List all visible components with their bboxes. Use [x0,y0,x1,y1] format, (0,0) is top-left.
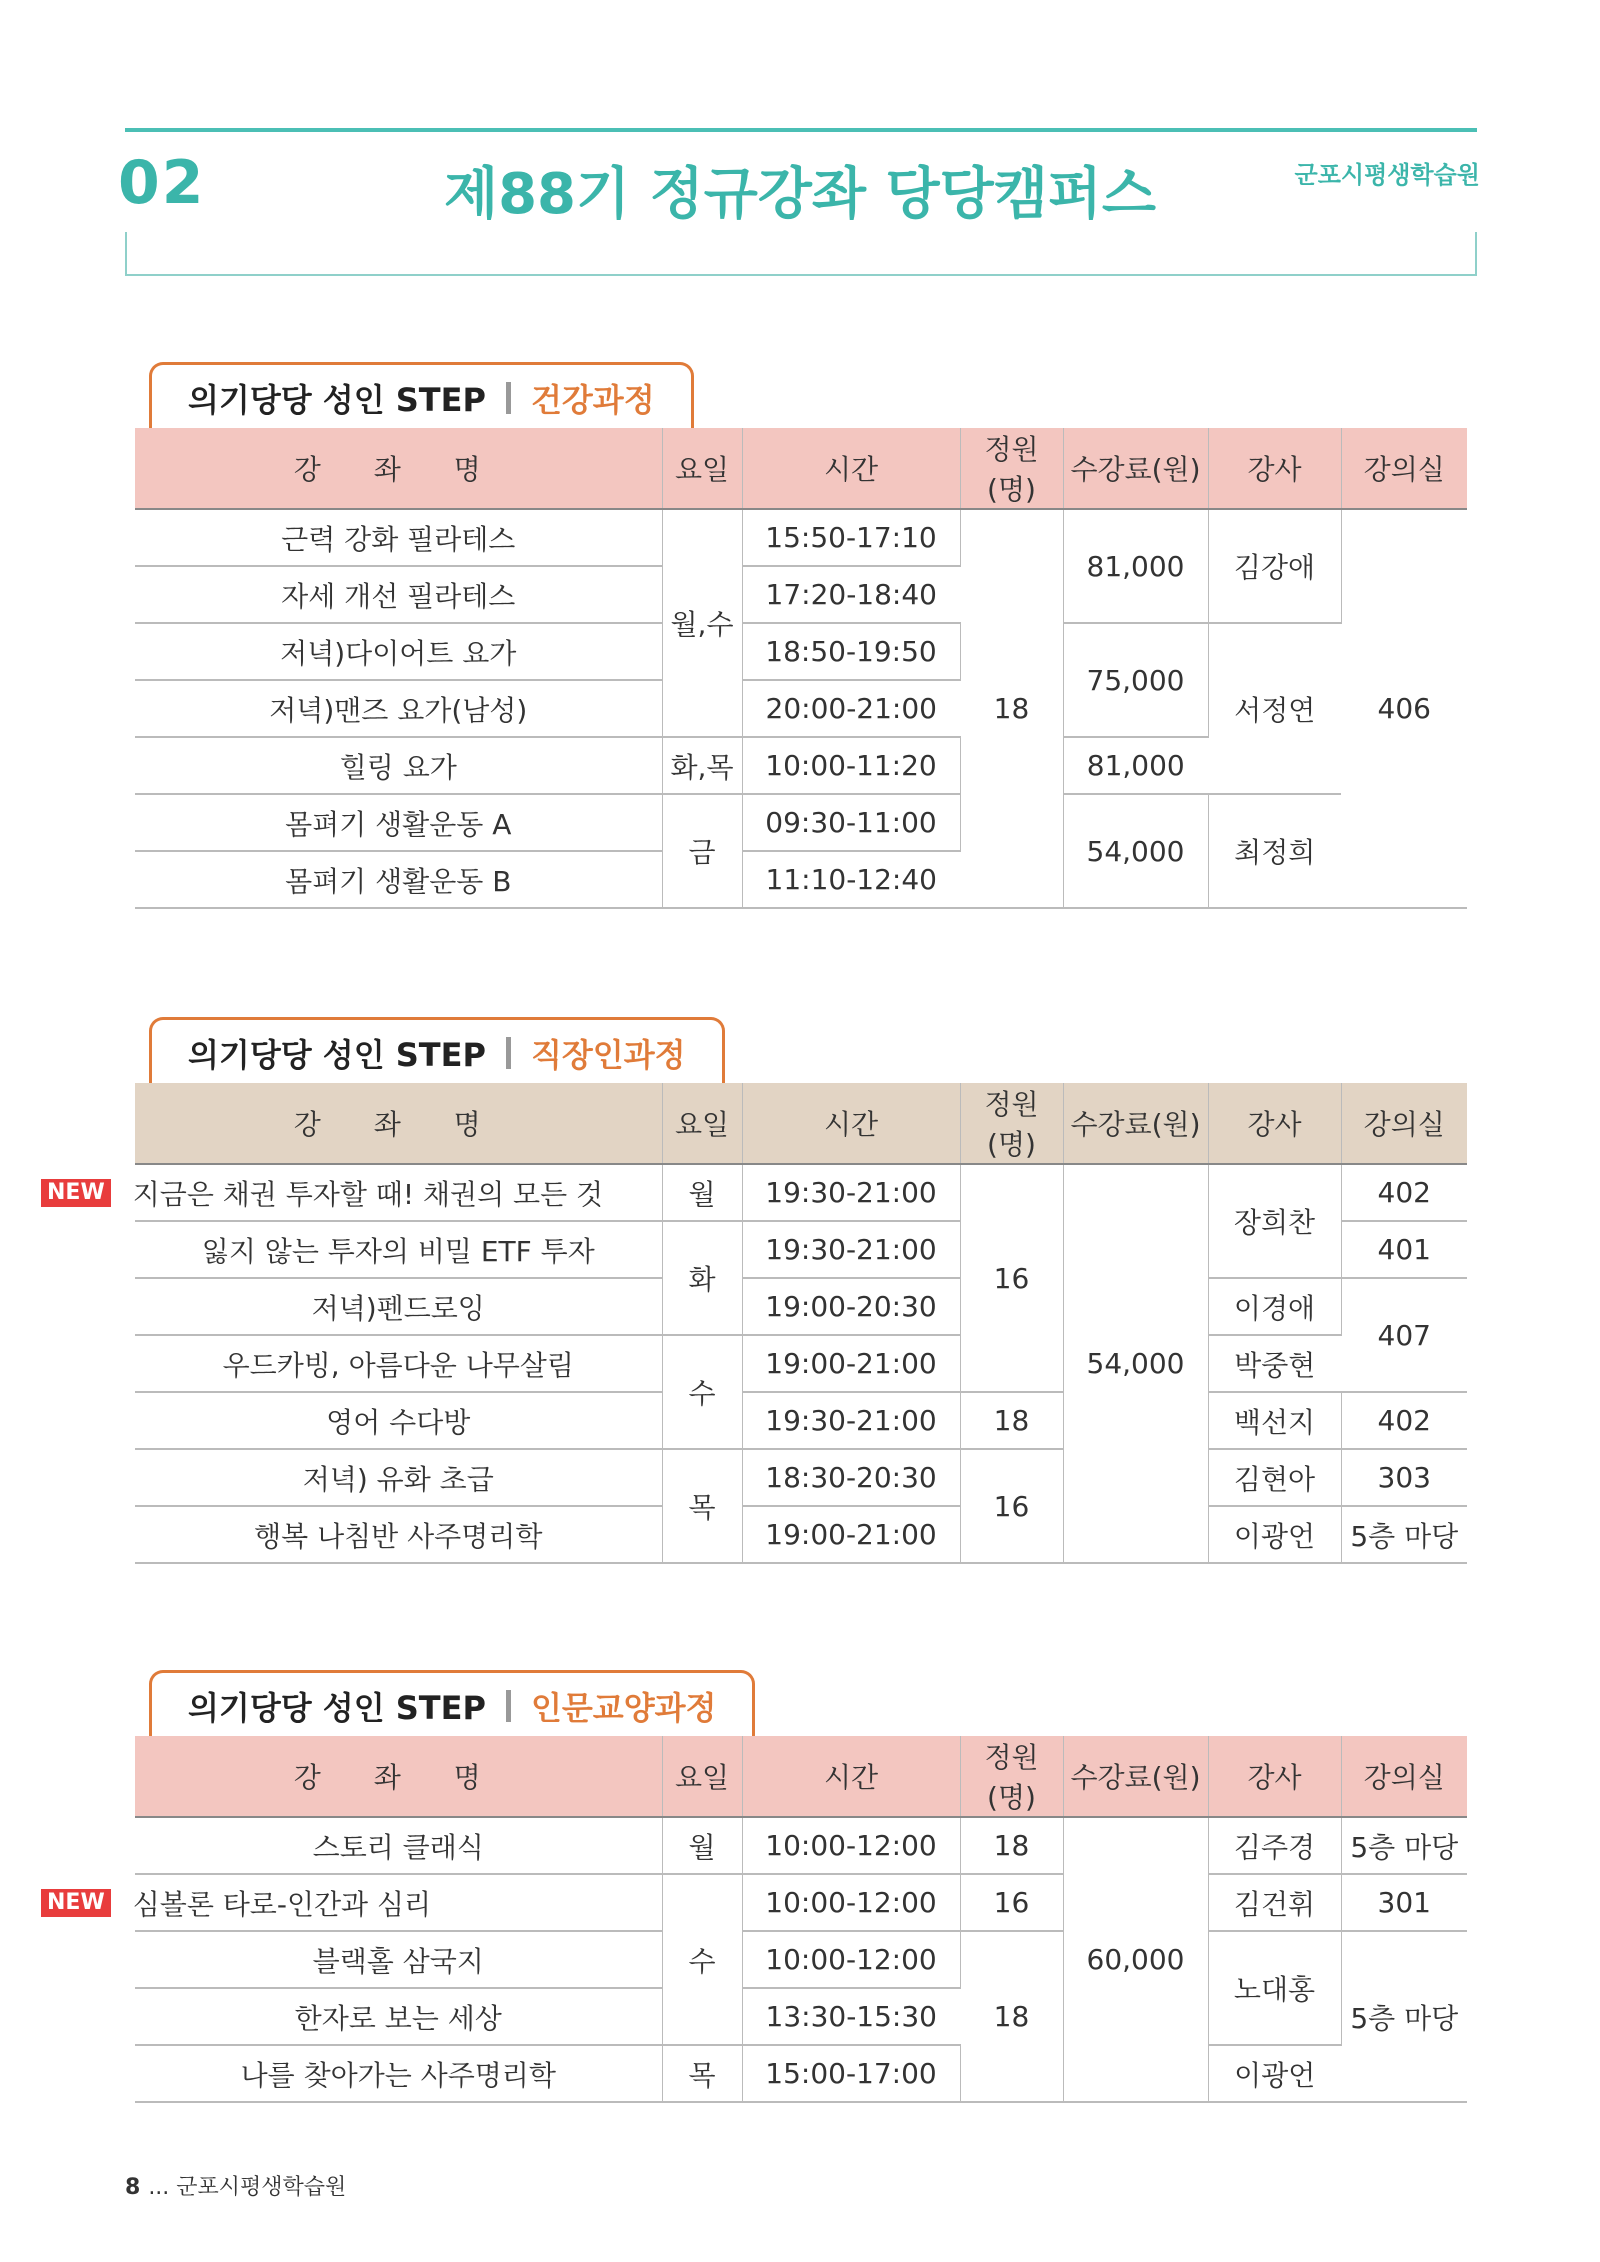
page-footer [125,2170,346,2201]
day-cell: 화,목 [662,737,742,794]
section-tab-main: 의기당당 성인 STEP [188,380,486,419]
col-instructor: 강사 [1208,1736,1341,1817]
room-cell: 301 [1341,1874,1467,1931]
room-cell: 406 [1341,509,1467,908]
day-cell: 월 [662,1817,742,1874]
fee-cell: 54,000 [1063,1164,1208,1563]
col-fee: 수강료(원) [1063,428,1208,509]
instructor-cell: 이광언 [1208,1506,1341,1563]
course-table [135,428,1467,909]
course-name: 블랙홀 삼국지 [135,1931,662,1988]
capacity-cell: 18 [960,1817,1063,1874]
capacity-cell: 18 [960,1931,1063,2102]
room-cell: 402 [1341,1392,1467,1449]
time-cell: 13:30-15:30 [742,1988,960,2045]
room-cell: 5층 마당 [1341,1506,1467,1563]
col-capacity: 정원(명) [960,1736,1063,1817]
course-name: 행복 나침반 사주명리학 [135,1506,662,1563]
time-cell: 19:00-21:00 [742,1506,960,1563]
col-course-name: 강 좌 명 [135,428,662,509]
course-name: 우드카빙, 아름다운 나무살림 [135,1335,662,1392]
table-row [135,623,1467,680]
instructor-cell: 박중현 [1208,1335,1341,1392]
table-row [135,1817,1467,1874]
section-tab-sub: 건강과정 [530,380,655,419]
table-row [135,794,1467,851]
new-badge: NEW [41,1889,111,1917]
day-cell: 월 [662,1164,742,1221]
instructor-cell: 장희찬 [1208,1164,1341,1278]
section-tab [149,1017,725,1085]
course-name: 나를 찾아가는 사주명리학 [135,2045,662,2102]
course-name-cell [47,1164,662,1221]
col-course-name: 강 좌 명 [135,1083,662,1164]
table-row [135,1164,1467,1221]
time-cell: 15:00-17:00 [742,2045,960,2102]
room-cell: 5층 마당 [1341,1931,1467,2102]
course-name: 영어 수다방 [135,1392,662,1449]
capacity-cell: 18 [960,509,1063,908]
time-cell: 19:30-21:00 [742,1164,960,1221]
col-fee: 수강료(원) [1063,1083,1208,1164]
col-course-name: 강 좌 명 [135,1736,662,1817]
table-row [135,1874,1467,1931]
course-name: 심볼론 타로-인간과 심리 [132,1887,432,1921]
table-row [135,1449,1467,1506]
table-header-row [135,428,1467,509]
capacity-cell: 16 [960,1164,1063,1392]
header-rule [125,128,1477,132]
time-cell: 20:00-21:00 [742,680,960,737]
course-name: 지금은 채권 투자할 때! 채권의 모든 것 [132,1177,604,1211]
instructor-cell: 김주경 [1208,1817,1341,1874]
day-cell: 수 [662,1335,742,1449]
col-room: 강의실 [1341,428,1467,509]
instructor-cell: 김현아 [1208,1449,1341,1506]
section-tab-main: 의기당당 성인 STEP [188,1035,486,1074]
course-name: 잃지 않는 투자의 비밀 ETF 투자 [135,1221,662,1278]
day-cell: 수 [662,1874,742,2045]
section-tab-sub: 직장인과정 [530,1035,686,1074]
time-cell: 09:30-11:00 [742,794,960,851]
course-name: 저녁)맨즈 요가(남성) [135,680,662,737]
room-cell: 407 [1341,1278,1467,1392]
instructor-cell: 이광언 [1208,2045,1341,2102]
tab-divider [506,382,511,414]
col-time: 시간 [742,1083,960,1164]
fee-cell: 75,000 [1063,623,1208,737]
section-tab [149,362,694,430]
table-row [135,509,1467,566]
footer-text: ... 군포시평생학습원 [148,2175,347,2200]
instructor-cell: 노대홍 [1208,1931,1341,2045]
page-title: 제88기 정규강좌 당당캠퍼스 [444,162,1156,227]
col-instructor: 강사 [1208,1083,1341,1164]
fee-cell: 54,000 [1063,794,1208,908]
tab-divider [506,1037,511,1069]
col-time: 시간 [742,428,960,509]
footer-page-number: 8 [125,2175,141,2200]
table-header-row [135,1083,1467,1164]
course-name: 한자로 보는 세상 [135,1988,662,2045]
course-name-cell [47,1874,662,1931]
time-cell: 18:30-20:30 [742,1449,960,1506]
room-cell: 401 [1341,1221,1467,1278]
table-row [135,1506,1467,1563]
time-cell: 17:20-18:40 [742,566,960,623]
course-name: 몸펴기 생활운동 B [135,851,662,908]
time-cell: 11:10-12:40 [742,851,960,908]
col-capacity: 정원(명) [960,1083,1063,1164]
section-tab [149,1670,755,1738]
room-cell: 5층 마당 [1341,1817,1467,1874]
col-room: 강의실 [1341,1736,1467,1817]
course-name: 저녁)다이어트 요가 [135,623,662,680]
fee-cell: 81,000 [1063,737,1208,794]
course-name: 힐링 요가 [135,737,662,794]
col-room: 강의실 [1341,1083,1467,1164]
day-cell: 월,수 [662,509,742,737]
instructor-cell: 이경애 [1208,1278,1341,1335]
time-cell: 10:00-11:20 [742,737,960,794]
time-cell: 10:00-12:00 [742,1931,960,1988]
capacity-cell: 16 [960,1874,1063,1931]
header-frame [125,232,1477,276]
instructor-cell: 김건휘 [1208,1874,1341,1931]
instructor-cell: 백선지 [1208,1392,1341,1449]
course-table [47,1736,1467,2103]
table-row [135,1278,1467,1335]
fee-cell: 60,000 [1063,1817,1208,2102]
section-tab-main: 의기당당 성인 STEP [188,1688,486,1727]
day-cell: 목 [662,2045,742,2102]
time-cell: 10:00-12:00 [742,1874,960,1931]
course-name: 저녁) 유화 초급 [135,1449,662,1506]
table-row [135,1392,1467,1449]
time-cell: 19:00-21:00 [742,1335,960,1392]
time-cell: 10:00-12:00 [742,1817,960,1874]
course-name: 자세 개선 필라테스 [135,566,662,623]
time-cell: 18:50-19:50 [742,623,960,680]
table-row [135,2045,1467,2102]
col-time: 시간 [742,1736,960,1817]
capacity-cell: 16 [960,1449,1063,1563]
table-row [135,1931,1467,1988]
course-name: 저녁)펜드로잉 [135,1278,662,1335]
day-cell: 화 [662,1221,742,1335]
col-fee: 수강료(원) [1063,1736,1208,1817]
page-number: 02 [118,148,206,218]
capacity-cell: 18 [960,1392,1063,1449]
col-day: 요일 [662,1083,742,1164]
fee-cell: 81,000 [1063,509,1208,623]
time-cell: 15:50-17:10 [742,509,960,566]
instructor-cell: 서정연 [1208,623,1341,794]
course-name: 몸펴기 생활운동 A [135,794,662,851]
instructor-cell: 김강애 [1208,509,1341,623]
col-day: 요일 [662,1736,742,1817]
day-cell: 금 [662,794,742,908]
course-table [47,1083,1467,1564]
organization-name: 군포시평생학습원 [1294,161,1480,189]
new-badge: NEW [41,1179,111,1207]
course-name: 근력 강화 필라테스 [135,509,662,566]
time-cell: 19:30-21:00 [742,1221,960,1278]
instructor-cell: 최정희 [1208,794,1341,908]
table-row [135,1335,1467,1392]
col-instructor: 강사 [1208,428,1341,509]
time-cell: 19:30-21:00 [742,1392,960,1449]
tab-divider [506,1690,511,1722]
section-tab-sub: 인문교양과정 [530,1688,717,1727]
day-cell: 목 [662,1449,742,1563]
table-header-row [135,1736,1467,1817]
col-day: 요일 [662,428,742,509]
time-cell: 19:00-20:30 [742,1278,960,1335]
room-cell: 402 [1341,1164,1467,1221]
col-capacity: 정원(명) [960,428,1063,509]
course-name: 스토리 클래식 [135,1817,662,1874]
room-cell: 303 [1341,1449,1467,1506]
